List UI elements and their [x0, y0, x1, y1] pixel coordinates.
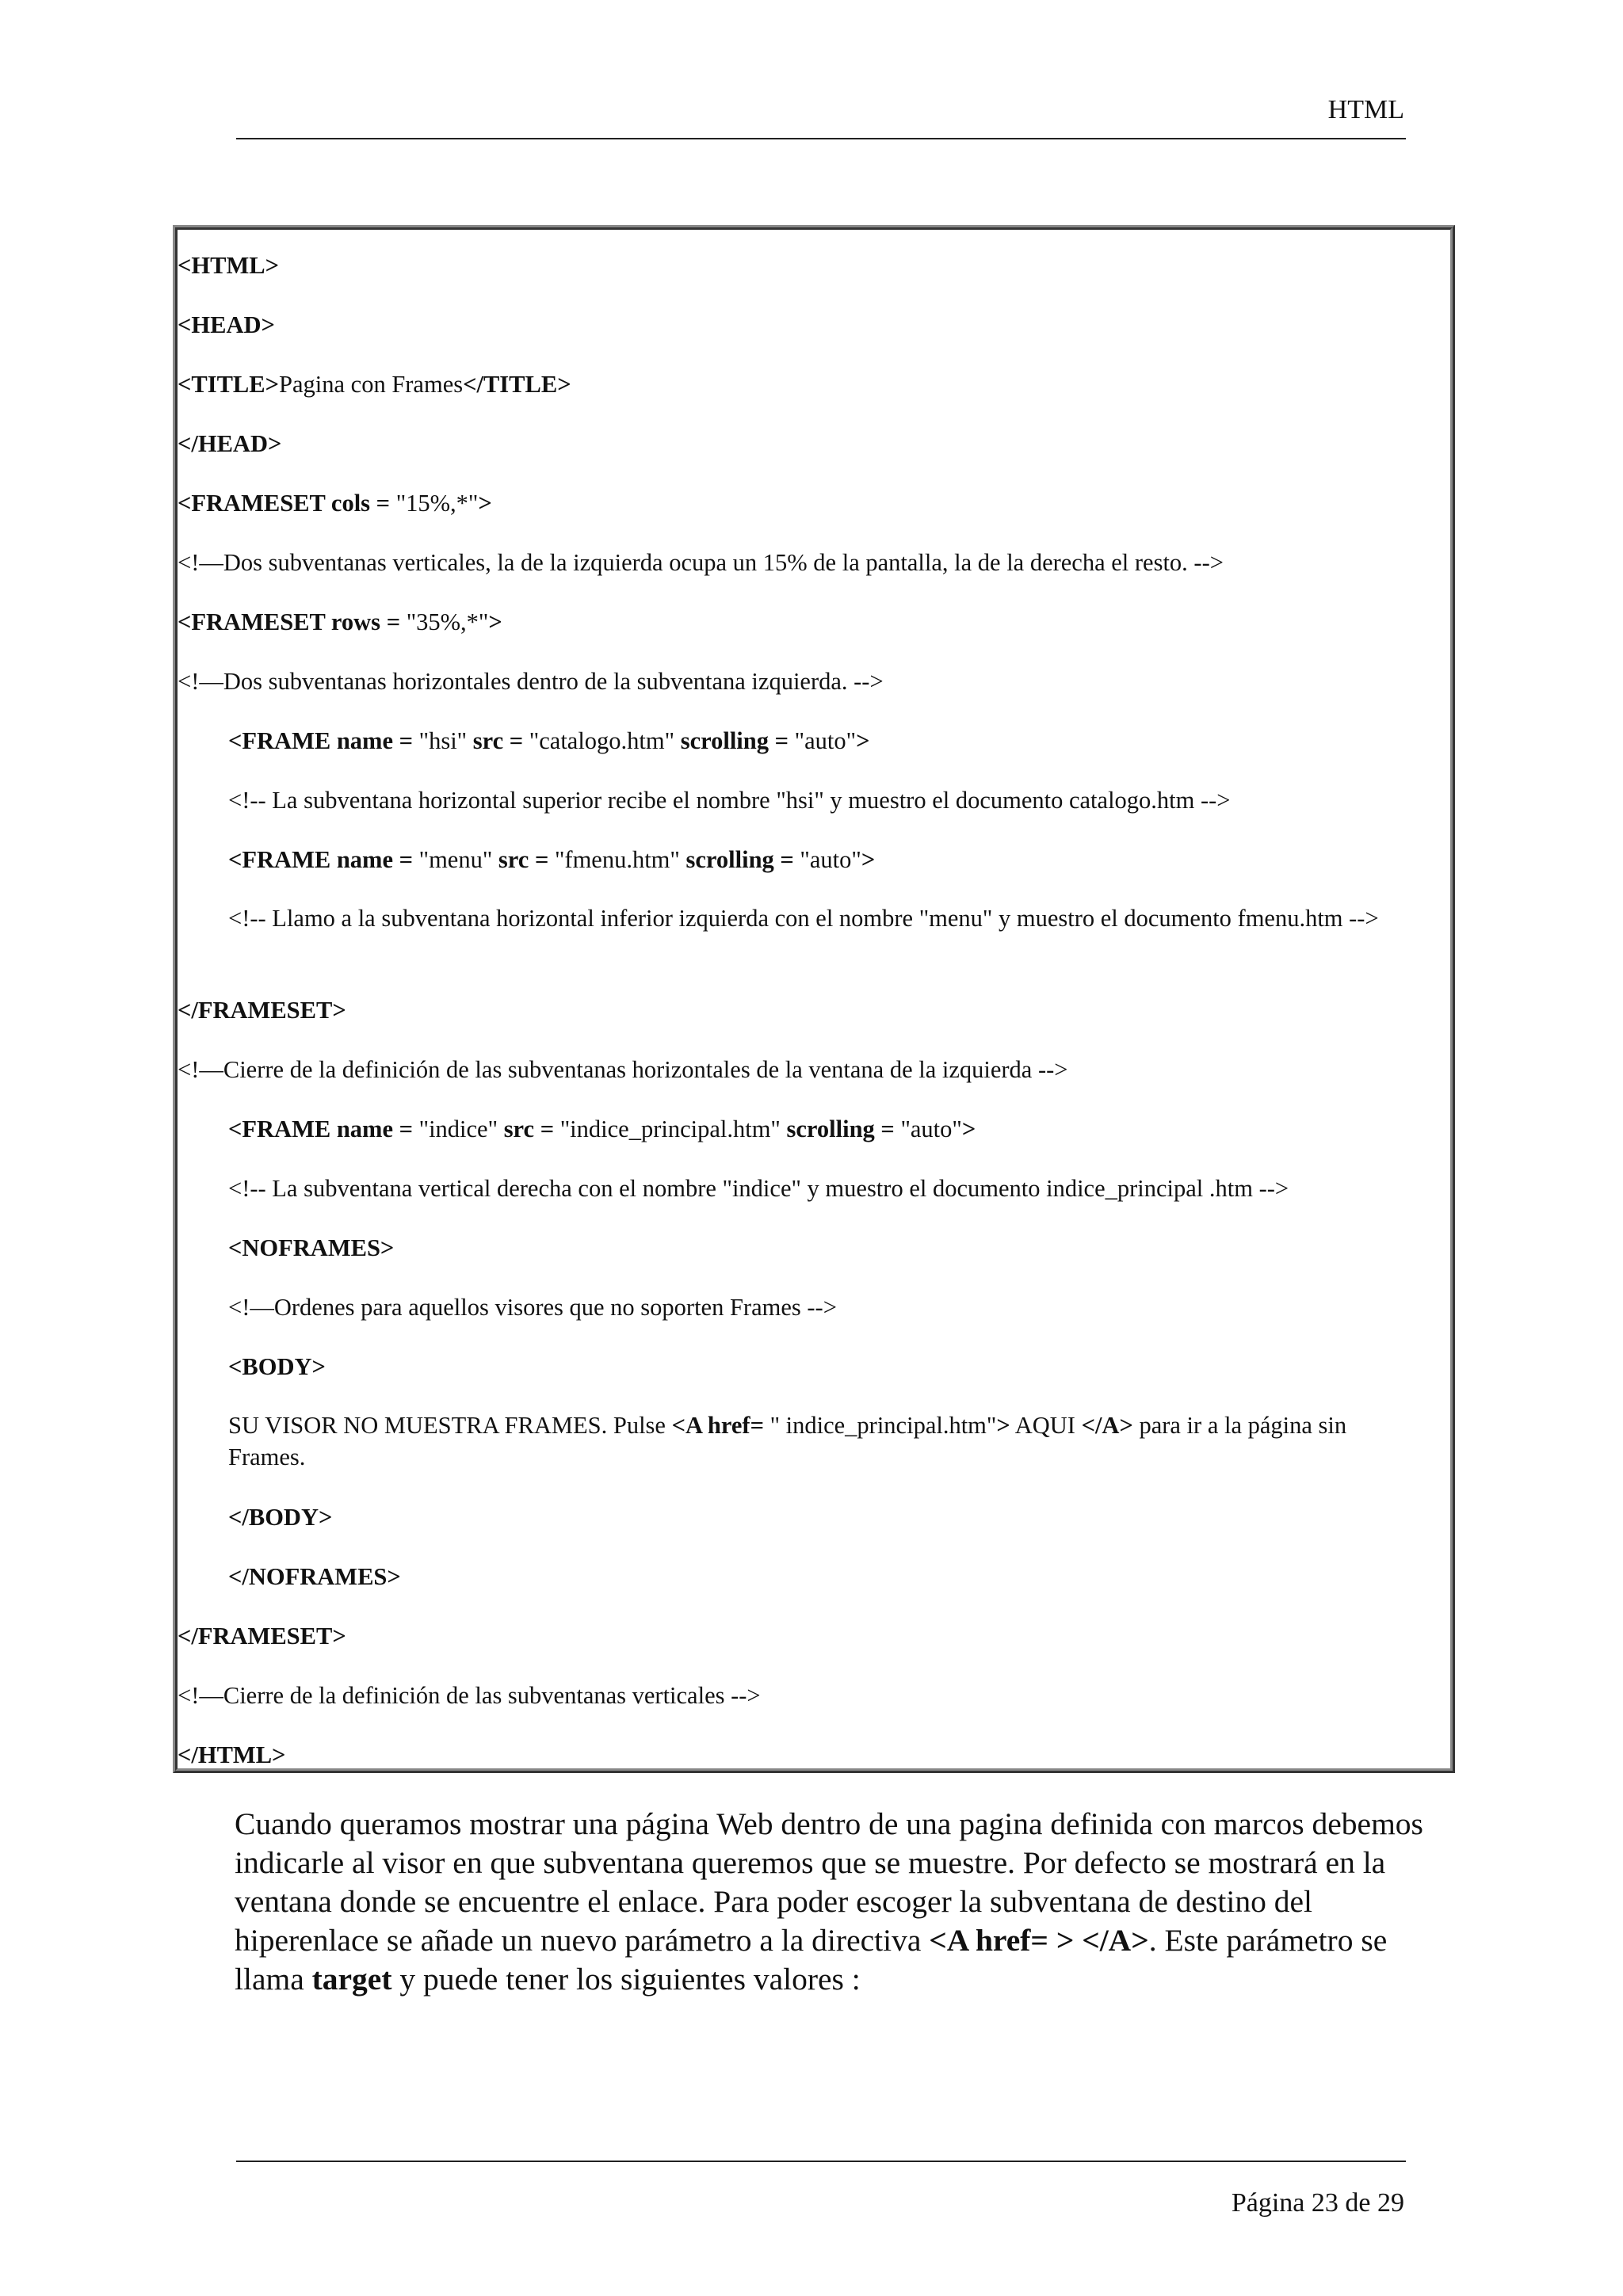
code-comment: <!—Cierre de la definición de las subventanas horizontales de la ventana de la izquierda -->	[178, 1056, 1068, 1083]
code-line: <TITLE>Pagina con Frames</TITLE>	[178, 371, 571, 398]
code-line: <FRAMESET rows = "35%,*">	[178, 608, 502, 635]
code-line: <FRAME name = "indice" src = "indice_principal.htm" scrolling = "auto">	[228, 1116, 976, 1142]
code-comment: <!-- Llamo a la subventana horizontal inferior izquierda con el nombre "menu" y muestro el documento fmenu.htm -->	[228, 905, 1379, 932]
code-line: <FRAME name = "menu" src = "fmenu.htm" scrolling = "auto">	[228, 846, 876, 873]
code-line: </HTML>	[178, 1741, 286, 1768]
code-line: <HTML>	[178, 252, 279, 279]
code-line: </NOFRAMES>	[228, 1563, 401, 1590]
code-comment: <!—Dos subventanas horizontales dentro de la subventana izquierda. -->	[178, 668, 884, 695]
page-header-title: HTML	[1327, 95, 1404, 124]
code-comment: <!—Cierre de la definición de las subventanas verticales -->	[178, 1682, 761, 1709]
code-line: </BODY>	[228, 1504, 333, 1531]
code-comment: <!—Dos subventanas verticales, la de la izquierda ocupa un 15% de la pantalla, la de la derecha el resto. -->	[178, 549, 1224, 576]
header-rule	[236, 138, 1406, 139]
code-line: <FRAMESET cols = "15%,*">	[178, 490, 492, 517]
page-number: Página 23 de 29	[1231, 2188, 1404, 2218]
code-comment: <!-- La subventana horizontal superior recibe el nombre "hsi" y muestro el documento catalogo.htm -->	[228, 787, 1231, 814]
code-line: <BODY>	[228, 1353, 326, 1380]
code-line: </HEAD>	[178, 430, 282, 457]
code-line: <HEAD>	[178, 311, 275, 338]
code-line: <NOFRAMES>	[228, 1234, 395, 1261]
footer-rule	[236, 2161, 1406, 2162]
code-box	[173, 225, 1455, 1773]
code-comment: <!—Ordenes para aquellos visores que no soporten Frames -->	[228, 1294, 837, 1321]
code-line: </FRAMESET>	[178, 997, 346, 1024]
code-line: <FRAME name = "hsi" src = "catalogo.htm" scrolling = "auto">	[228, 727, 870, 754]
code-line: </FRAMESET>	[178, 1623, 346, 1650]
code-comment: <!-- La subventana vertical derecha con el nombre "indice" y muestro el documento indice_principal .htm -->	[228, 1175, 1289, 1202]
body-paragraph: Cuando queramos mostrar una página Web dentro de una pagina definida con marcos debemos indicarle al visor en que subventana queremos que se muestre. Por defecto se mostrará en la ventana donde se encuentre el enlace. Para poder escoger la subventana de destino del hiperenlace se añade un nuevo parámetro a la directiva <A href= > </A>. Este parámetro se llama target y puede tener los siguientes valores :	[235, 1806, 1423, 1997]
code-line: SU VISOR NO MUESTRA FRAMES. Pulse <A href= " indice_principal.htm"> AQUI </A> para ir a la página sin Frames.	[228, 1412, 1347, 1470]
